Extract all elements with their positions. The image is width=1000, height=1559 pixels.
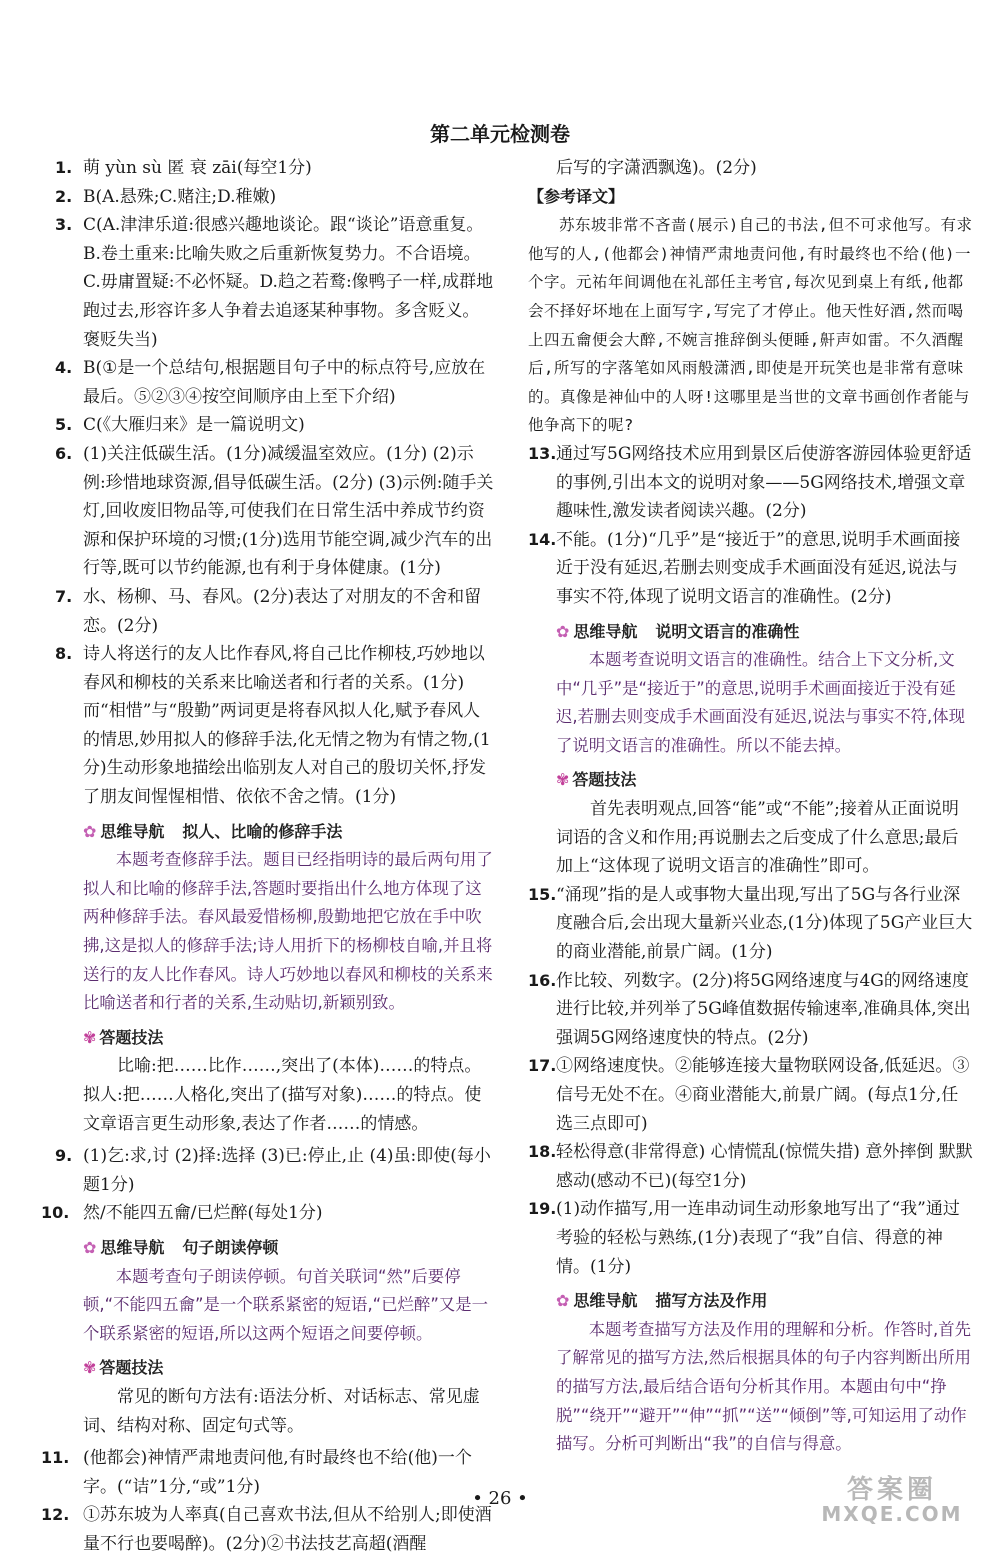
flower-icon: ✿ [556,1291,570,1311]
guide-topic: 句子朗读停顿 [182,1237,279,1257]
item-number: 13. [528,443,557,463]
left-column [41,154,495,1559]
answer-16 [528,967,973,1053]
flower-icon: ✿ [83,821,97,841]
flower-icon: ✿ [83,1237,97,1257]
thinking-guide-body: 本题考查描写方法及作用的理解和分析。作答时,首先了解常见的描写方法,然后根据具体的句子内容判断出所用的描写方法,最后结合语句分析其作用。本题由句中“挣脱”“绕开”“避开”“伸”“抓”“送”“倾倒”等,可知运用了动作描写。分析可判断出“我”的自信与得意。 [556,1319,971,1454]
technique-header [83,1024,495,1053]
item-number: 9. [55,1146,73,1166]
reference-translation-header: 【参考译文】 [528,186,625,206]
answer-6 [55,440,495,583]
answer-text: 不能。(1分)“几乎”是“接近于”的意思,说明手术画面接近于没有延迟,若删去则变成手术画面没有延迟,说法与事实不符,体现了说明文语言的准确性。(2分) [556,529,961,607]
flower-icon: ✿ [556,621,570,641]
item-number: 17. [528,1056,557,1076]
item-number: 11. [41,1448,70,1468]
answer-text: C(《大雁归来》是一篇说明文) [83,415,305,436]
page-title: 第二单元检测卷 [430,122,570,146]
answer-text: B(①是一个总结句,根据题目句子中的标点符号,应放在最后。⑤②③④按空间顺序由上至下介绍) [83,358,486,407]
answer-text: 作比较、列数字。(2分)将5G网络速度与4G的网络速度进行比较,并列举了5G峰值数据传输速率,准确具体,突出强调5G网络速度快的特点。(2分) [556,970,971,1048]
technique-header [556,766,973,795]
technique-header [83,1354,495,1383]
item-number: 8. [55,644,73,664]
answer-4 [55,354,495,411]
answer-7 [55,583,495,640]
watermark-text: 答案圈 [846,1475,937,1505]
answer-5 [55,411,495,440]
guide-topic: 拟人、比喻的修辞手法 [182,821,343,841]
thinking-guide-10 [83,1234,495,1348]
technique-label: 答题技法 [99,1358,164,1378]
answer-9 [55,1142,495,1199]
answer-12 [41,1501,495,1558]
answer-technique-8 [83,1024,495,1138]
thinking-guide-8 [83,818,495,1018]
item-number: 5. [55,415,73,435]
right-column [528,154,973,1459]
answer-text: (1)动作描写,用一连串动词生动形象地写出了“我”通过考验的轻松与熟练,(1分)表现了“我”自信、得意的神情。(1分) [556,1199,960,1277]
guide-label: 思维导航 [573,1291,638,1311]
reference-translation-body: 苏东坡非常不吝啬(展示)自己的书法,但不可求他写。有求他写的人,(他都会)神情严肃地责问他,有时最终也不给(他)一个字。元祐年间调他在礼部任主考官,每次见到桌上有纸,他都会不择好坏地在上面写字,写完了才停止。他天性好酒,然而喝上四五龠便会大醉,不婉言推辞倒头便睡,鼾声如雷。不久酒醒后,所写的字落笔如风雨般潇洒,即使是开玩笑也是非常有意味的。真像是神仙中的人呀!这哪里是当世的文章书画创作者能与他争高下的呢? [528,216,973,435]
guide-label: 思维导航 [100,821,165,841]
item-number: 7. [55,586,73,606]
answer-text: (1)乞:求,讨 (2)择:选择 (3)已:停止,止 (4)虽:即使(每小题1分) [83,1146,491,1195]
thinking-guide-header [556,618,973,647]
thinking-guide-19 [556,1287,973,1459]
guide-topic: 描写方法及作用 [655,1291,768,1311]
technique-label: 答题技法 [572,770,637,790]
answer-text: 萌 yùn sù 匿 衰 zāi(每空1分) [83,158,312,178]
answer-technique-14 [556,766,973,880]
answer-text: (1)关注低碳生活。(1分)减缓温室效应。(1分) (2)示例:珍惜地球资源,倡导低碳生活。(2分) (3)示例:随手关灯,回收废旧物品等,可使我们在日常生活中养成节约资源和保护环境的习惯;(1分)选用节能空调,减少汽车的出行等,既可以节约能源,也有利于身体健康。(1分) [83,443,494,579]
answer-text: 通过写5G网络技术应用到景区后使游客游园体验更舒适的事例,引出本文的说明对象——5G网络技术,增强文章趣味性,激发读者阅读兴趣。(2分) [556,443,972,522]
answer-text: 轻松得意(非常得意) 心情慌乱(惊慌失措) 意外摔倒 默默感动(感动不已)(每空1分) [556,1142,973,1191]
answer-text: “涌现”指的是人或事物大量出现,写出了5G与各行业深度融合后,会出现大量新兴业态,(1分)体现了5G产业巨大的商业潜能,前景广阔。(1分) [556,884,973,963]
item-number: 18. [528,1142,557,1162]
technique-body: 常见的断句方法有:语法分析、对话标志、常见虚词、结构对称、固定句式等。 [83,1386,480,1436]
thinking-guide-body: 本题考查修辞手法。题目已经指明诗的最后两句用了拟人和比喻的修辞手法,答题时要指出什么地方体现了这两种修辞手法。春风最爱惜杨柳,殷勤地把它放在手中吹拂,这是拟人的修辞手法;诗人用折下的杨柳枝自喻,并且将送行的友人比作春风。诗人巧妙地以春风和柳枝的关系来比喻送者和行者的关系,生动贴切,新颖别致。 [83,850,493,1013]
answer-3 [55,211,495,354]
answer-1 [55,154,495,183]
thinking-guide-14 [556,618,973,761]
answer-text: 水、杨柳、马、春风。(2分)表达了对朋友的不舍和留恋。(2分) [83,586,482,636]
answer-text: ①网络速度快。②能够连接大量物联网设备,低延迟。③信号无处不在。④商业潜能大,前景广阔。(每点1分,任选三点即可) [556,1056,970,1134]
answer-8 [55,640,495,812]
item-number: 2. [55,186,73,206]
technique-body: 比喻:把……比作……,突出了(本体)……的特点。拟人:把……人格化,突出了(描写对象)……的特点。使文章语言更生动形象,表达了作者……的情感。 [83,1056,482,1134]
item-number: 14. [528,529,557,549]
answer-2 [55,183,495,212]
technique-body: 首先表明观点,回答“能”或“不能”;接着从正面说明词语的含义和作用;再说删去之后变成了什么意思;最后加上“这体现了说明文语言的准确性”即可。 [556,799,959,877]
thinking-guide-body: 本题考查说明文语言的准确性。结合上下文分析,文中“几乎”是“接近于”的意思,说明手术画面接近于没有延迟,若删去则变成手术画面没有延迟,说法与事实不符,体现了说明文语言的准确性。所以不能去掉。 [556,650,966,755]
item-number: 10. [41,1203,70,1223]
page-number: • 26 • [472,1488,528,1509]
answer-text: C(A.津津乐道:很感兴趣地谈论。跟“谈论”语意重复。B.卷土重来:比喻失败之后重新恢复势力。不合语境。C.毋庸置疑:不必怀疑。D.趋之若鹜:像鸭子一样,成群地跑过去,形容许多人争着去追逐某种事物。多含贬义。褒贬失当) [83,215,494,350]
guide-label: 思维导航 [100,1237,165,1257]
answer-12-continued: 后写的字潇洒飘逸)。(2分) [556,158,757,178]
answer-text: 然/不能四五龠/已烂醉(每处1分) [83,1203,323,1224]
watermark-logo [802,1475,982,1532]
answer-17 [528,1052,973,1138]
item-number: 4. [55,358,73,378]
item-number: 3. [55,215,73,235]
answer-19 [528,1195,973,1281]
flower-cluster-icon: ✾ [83,1358,97,1378]
item-number: 12. [41,1505,70,1525]
answer-text: B(A.悬殊;C.赌注;D.稚嫩) [83,186,277,207]
answer-text: (他都会)神情严肃地责问他,有时最终也不给(他)一个字。(“诘”1分,“或”1分) [83,1448,472,1497]
guide-topic: 说明文语言的准确性 [655,621,800,641]
thinking-guide-body: 本题考查句子朗读停顿。句首关联词“然”后要停顿,“不能四五龠”是一个联系紧密的短语,“已烂醉”又是一个联系紧密的短语,所以这两个短语之间要停顿。 [83,1266,488,1343]
thinking-guide-header [556,1287,973,1316]
answer-18 [528,1138,973,1195]
thinking-guide-header [83,818,495,847]
answer-13 [528,440,973,526]
answer-text: ①苏东坡为人率真(自己喜欢书法,但从不给别人;即使酒量不行也要喝醉)。(2分)②书法技艺高超(酒醒 [83,1505,492,1554]
item-number: 15. [528,884,557,904]
answer-15 [528,881,973,967]
flower-cluster-icon: ✾ [83,1027,97,1047]
flower-cluster-icon: ✾ [556,770,570,790]
item-number: 6. [55,443,73,463]
item-number: 1. [55,158,73,177]
answer-14 [528,526,973,612]
guide-label: 思维导航 [573,621,638,641]
watermark-url: MXQE.COM [821,1502,963,1526]
technique-label: 答题技法 [99,1027,164,1047]
answer-10 [41,1199,495,1228]
item-number: 19. [528,1199,557,1219]
item-number: 16. [528,970,557,990]
thinking-guide-header [83,1234,495,1263]
answer-text: 诗人将送行的友人比作春风,将自己比作柳枝,巧妙地以春风和柳枝的关系来比喻送者和行者的关系。(1分)而“相惜”与“殷勤”两词更是将春风拟人化,赋予春风人的情思,妙用拟人的修辞手法,化无情之物为有情之物,(1分)生动形象地描绘出临别友人对自己的殷切关怀,抒发了朋友间惺惺相惜、依依不舍之情。(1分) [83,644,491,808]
answer-technique-10 [83,1354,495,1440]
